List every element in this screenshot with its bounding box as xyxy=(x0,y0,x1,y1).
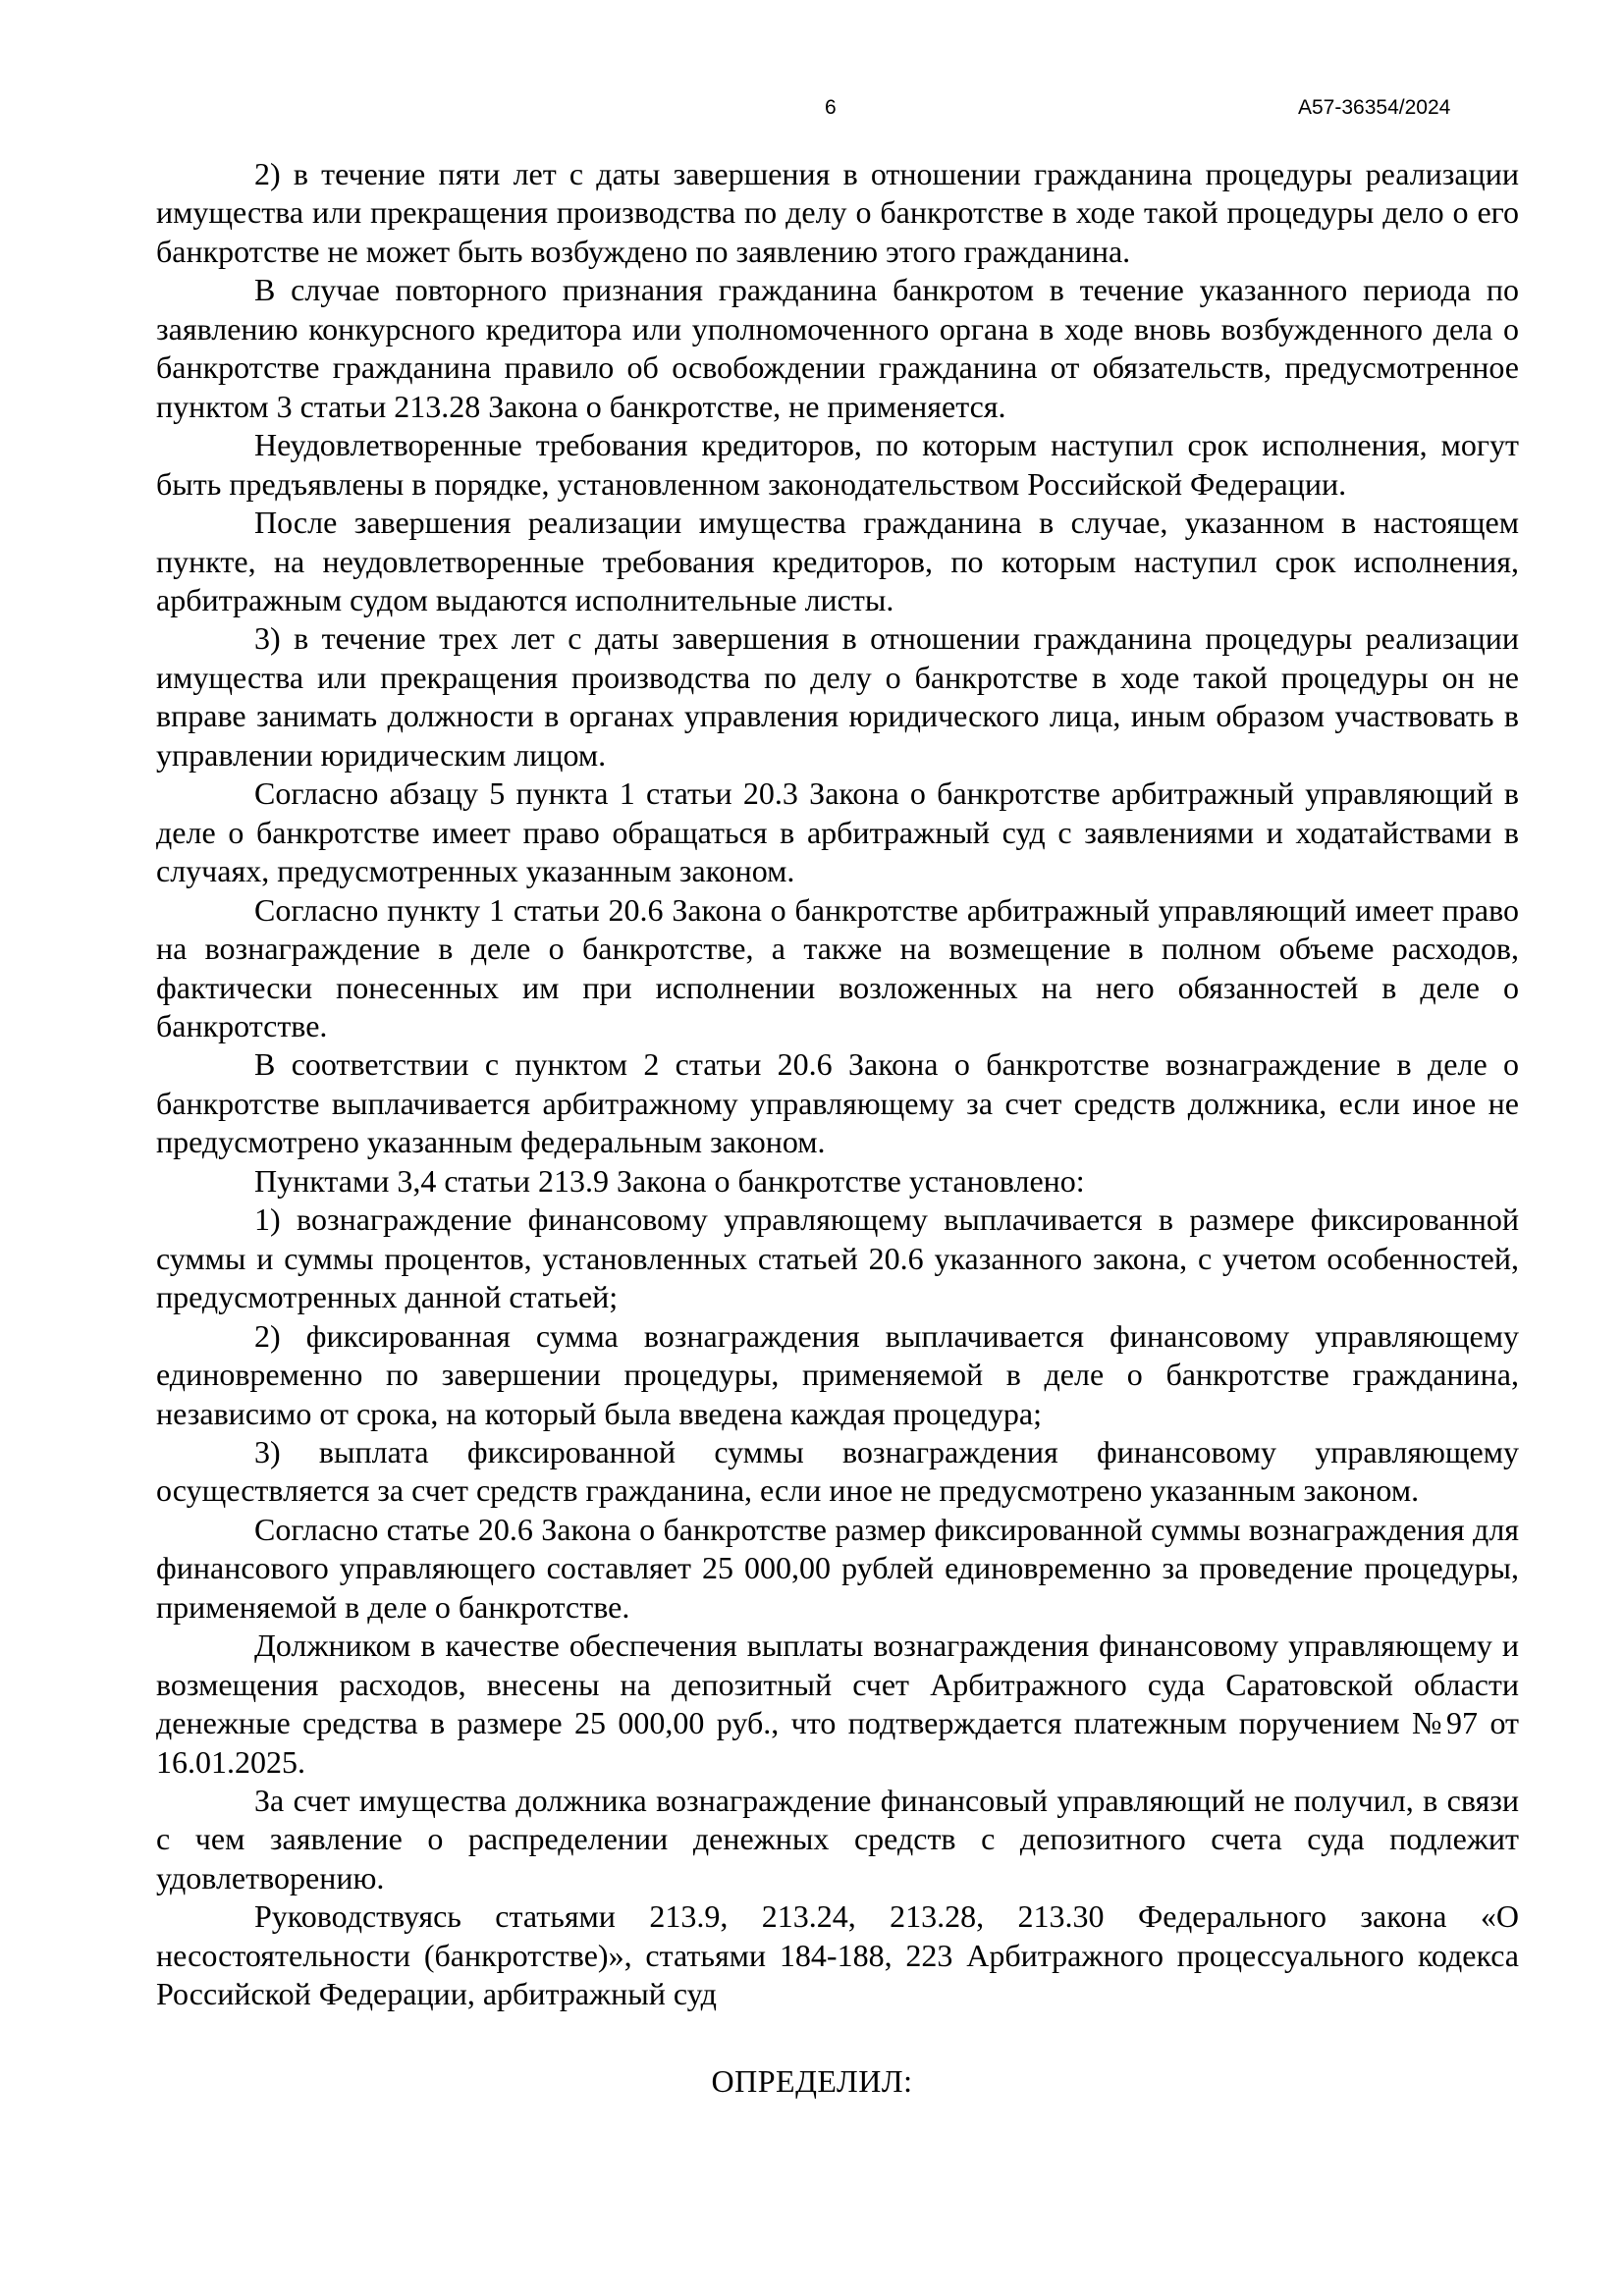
document-body xyxy=(156,155,1519,2014)
paragraph-writs-of-execution: После завершения реализации имущества гражданина в случае, указанном в настоящем пункте, на неудовлетворенные требования кредиторов, по которым наступил срок исполнения, арбитражным судом выдаются исполнительные листы. xyxy=(156,505,1519,617)
paragraph-article-20-3: Согласно абзацу 5 пункта 1 статьи 20.3 Закона о банкротстве арбитражный управляющий в деле о банкротстве имеет право обращаться в арбитражный суд с заявлениями и ходатайствами в случаях, предусмотренных указанным законом. xyxy=(156,775,1519,889)
paragraph-application-granted: За счет имущества должника вознаграждение финансовый управляющий не получил, в связи с чем заявление о распределении денежных средств с депозитного счета суда подлежит удовлетворению. xyxy=(156,1783,1519,1896)
page-number: 6 xyxy=(825,96,837,119)
paragraph-article-20-6-point-2: В соответствии с пунктом 2 статьи 20.6 Закона о банкротстве вознаграждение в деле о банкротстве выплачивается арбитражному управляющему за счет средств должника, если иное не предусмотрено указанным федеральным законом. xyxy=(156,1046,1519,1160)
paragraph-remuneration-item-3: 3) выплата фиксированной суммы вознаграждения финансовому управляющему осуществляется за счет средств гражданина, если иное не предусмотрено указанным законом. xyxy=(156,1433,1519,1509)
paragraph-repeated-bankruptcy: В случае повторного признания гражданина банкротом в течение указанного периода по заявлению конкурсного кредитора или уполномоченного органа в ходе вновь возбужденного дела о банкротстве гражданина правило об освобождении гражданина от обязательств, предусмотренное пунктом 3 статьи 213.28 Закона о банкротстве, не применяется. xyxy=(156,272,1519,424)
paragraph-unsatisfied-claims: Неудовлетворенные требования кредиторов, по которым наступил срок исполнения, могут быть предъявлены в порядке, установленном законодательством Российской Федерации. xyxy=(156,427,1519,502)
paragraph-item-3-three-years: 3) в течение трех лет с даты завершения в отношении гражданина процедуры реализации имущества или прекращения производства по делу о банкротстве в ходе такой процедуры он не вправе занимать должности в органах управления юридического лица, иным образом участвовать в управлении юридическим лицом. xyxy=(156,620,1519,773)
paragraph-fixed-sum: Согласно статье 20.6 Закона о банкротстве размер фиксированной суммы вознаграждения для финансового управляющего составляет 25 000,00 рублей единовременно за проведение процедуры, применяемой в деле о банкротстве. xyxy=(156,1511,1519,1625)
paragraph-article-213-9-intro: Пунктами 3,4 статьи 213.9 Закона о банкротстве установлено: xyxy=(254,1162,1085,1199)
paragraph-item-2-five-years: 2) в течение пяти лет с даты завершения в отношении гражданина процедуры реализации имущества или прекращения производства по делу о банкротстве в ходе такой процедуры дело о его банкротстве не может быть возбуждено по заявлению этого гражданина. xyxy=(156,156,1519,269)
paragraph-remuneration-item-1: 1) вознаграждение финансовому управляющему выплачивается в размере фиксированной суммы и суммы процентов, установленных статьей 20.6 указанного закона, с учетом особенностей, предусмотренных данной статьей; xyxy=(156,1201,1519,1315)
decision-heading: ОПРЕДЕЛИЛ: xyxy=(711,2063,913,2099)
paragraph-guided-by: Руководствуясь статьями 213.9, 213.24, 213.28, 213.30 Федерального закона «О несостоятельности (банкротстве)», статьями 184-188, 223 Арбитражного процессуального кодекса Российской Федерации, арбитражный суд xyxy=(156,1898,1519,2012)
paragraph-article-20-6-point-1: Согласно пункту 1 статьи 20.6 Закона о банкротстве арбитражный управляющий имеет право на вознаграждение в деле о банкротстве, а также на возмещение в полном объеме расходов, фактически понесенных им при исполнении возложенных на него обязанностей в деле о банкротстве. xyxy=(156,891,1519,1043)
paragraph-remuneration-item-2: 2) фиксированная сумма вознаграждения выплачивается финансовому управляющему единовременно по завершении процедуры, применяемой в деле о банкротстве гражданина, независимо от срока, на который была введена каждая процедура; xyxy=(156,1317,1519,1431)
paragraph-deposit-payment: Должником в качестве обеспечения выплаты вознаграждения финансовому управляющему и возмещения расходов, внесены на депозитный счет Арбитражного суда Саратовской области денежные средства в размере 25 000,00 руб., что подтверждается платежным поручением №97 от 16.01.2025. xyxy=(156,1628,1519,1780)
case-number: А57-36354/2024 xyxy=(1298,96,1451,119)
